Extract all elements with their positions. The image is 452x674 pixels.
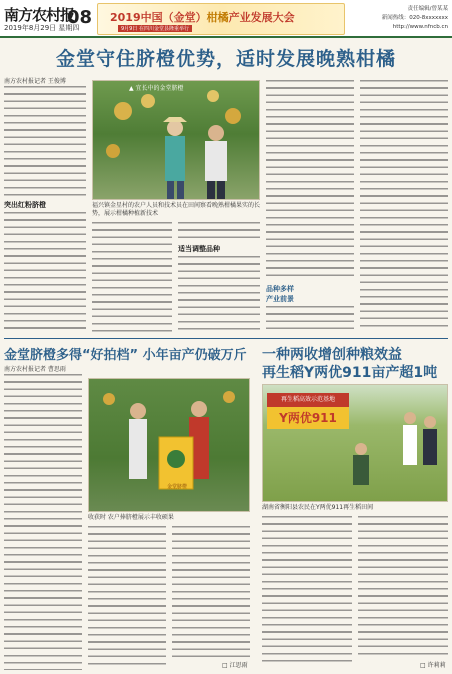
article2-photo-caption: 收获时 农户捧脐橙展示丰收硕果 (88, 514, 174, 521)
page-number: 08 (67, 7, 93, 28)
banner-title-prefix: 2019中国（金堂） (110, 11, 207, 24)
section-divider (4, 338, 448, 339)
banner-title (110, 9, 295, 25)
banner-title-highlight: 柑橘 (206, 11, 229, 24)
article1-photo-caption: 福兴镇金星村的农户人员和技术员在田间察看晚熟柑橘果实的长势，展示柑橘种植新技术 (92, 202, 261, 217)
rice-banner-yellow: Y两优911 (267, 407, 349, 429)
orchard-illustration (93, 81, 260, 200)
article3-col2-text (358, 516, 448, 656)
article3-headline-1: 一种两收增创种粮效益 (262, 347, 402, 363)
bag-label: 金堂脐橙 (166, 484, 187, 490)
photo-inset-label: ▲ 宜长中的金堂脐橙 (129, 85, 184, 92)
contact-editor: 责任编辑/曾某某 (407, 6, 448, 12)
article1-col2-text (92, 222, 172, 332)
article1-sidebar-subhead-1: 品种多样 (266, 285, 294, 293)
article1-col1-text-2 (4, 212, 86, 332)
article1-col3-text-2 (178, 256, 260, 332)
article3-photo (262, 384, 448, 502)
rice-field-illustration (263, 385, 448, 502)
article1-photo (92, 80, 260, 200)
article1-col5-text (360, 80, 448, 332)
article2-sign: □ 江思雨 (222, 662, 248, 669)
article1-byline: 南方农村报记者 王俊博 (4, 78, 66, 85)
event-banner (97, 3, 345, 35)
article1-headline: 金堂守住脐橙优势，适时发展晚熟柑橘 (55, 48, 396, 70)
article2-col1-text (4, 374, 82, 670)
article3-sign: □ 许莉莉 (420, 662, 446, 669)
article1-subhead-2: 适当调整品种 (178, 245, 220, 253)
article3-col1-text (262, 516, 352, 666)
article2-headline: 金堂脐橙多得“好拍档” 小年亩产仍破万斤 (4, 348, 247, 363)
banner-title-suffix: 产业发展大会 (228, 11, 295, 24)
article3-photo-caption: 湖南省衡阳县农民在Y两优911再生稻田间 (262, 504, 374, 511)
page-header (0, 0, 452, 38)
article3-headline-2: 再生稻Y两优911亩产超1吨 (262, 365, 438, 381)
masthead: 南方农村报 (4, 6, 75, 24)
article1-col1-text (4, 86, 86, 196)
contact-hotline: 新闻热线：020-8xxxxxxx (381, 15, 448, 21)
article1-col3-text (178, 222, 260, 240)
harvest-illustration (89, 379, 250, 512)
article1-sidebar-subhead-2: 产业前景 (266, 295, 294, 303)
article2-col2-text (88, 526, 166, 666)
article2-col3-text (172, 526, 250, 660)
contact-website: http://www.nfncb.cn (392, 24, 448, 30)
article1-col4-text (266, 80, 354, 280)
issue-date: 2019年8月29日 星期四 (4, 24, 80, 32)
article2-byline: 南方农村报记者 曹思雨 (4, 366, 66, 373)
article1-col4-text-2 (266, 306, 354, 332)
contact-info (382, 5, 448, 32)
rice-banner-red: 再生稻高效示范基地 (267, 393, 349, 407)
article2-photo (88, 378, 250, 512)
banner-subtitle: 9月9日 在四川金堂县隆重举行 (118, 25, 192, 32)
article1-subhead-1: 突出红粉脐橙 (4, 201, 46, 209)
